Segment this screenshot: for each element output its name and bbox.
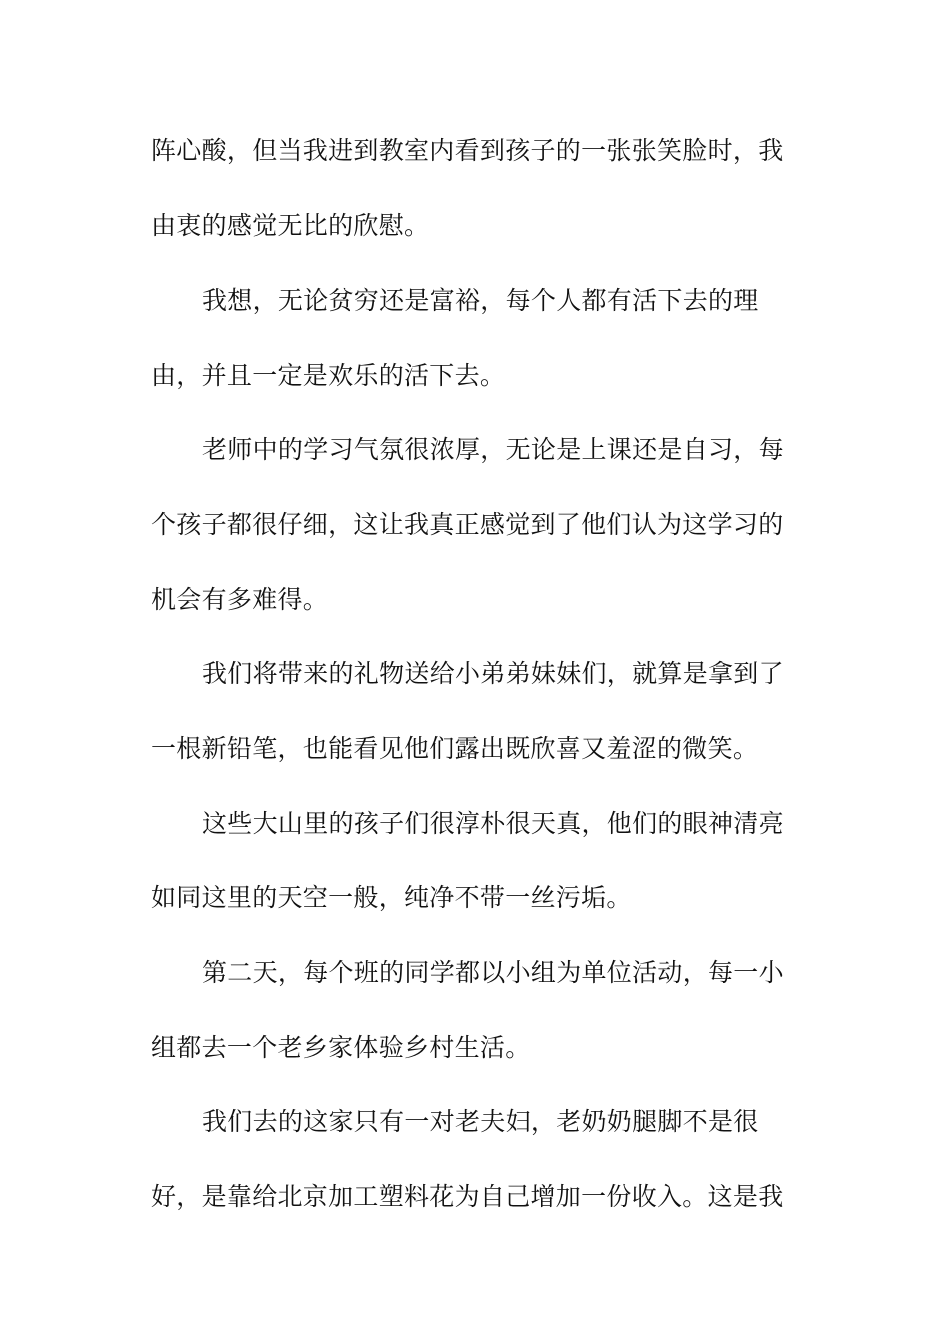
text-line: 组都去一个老乡家体验乡村生活。 — [151, 1033, 531, 1062]
text-line: 由，并且一定是欢乐的活下去。 — [151, 361, 506, 390]
text-line: 好，是靠给北京加工塑料花为自己增加一份收入。这是我 — [151, 1182, 784, 1211]
text-line: 这些大山里的孩子们很淳朴很天真，他们的眼神清亮 — [202, 809, 784, 838]
text-line: 我们将带来的礼物送给小弟弟妹妹们，就算是拿到了 — [202, 659, 784, 688]
text-line: 一根新铅笔，也能看见他们露出既欣喜又羞涩的微笑。 — [151, 734, 759, 763]
text-line: 第二天，每个班的同学都以小组为单位活动，每一小 — [202, 958, 784, 987]
text-line: 老师中的学习气氛很浓厚，无论是上课还是自习，每 — [202, 435, 784, 464]
text-line: 由衷的感觉无比的欣慰。 — [151, 211, 430, 240]
text-line: 阵心酸，但当我进到教室内看到孩子的一张张笑脸时，我 — [151, 136, 784, 165]
text-line: 我想，无论贫穷还是富裕，每个人都有活下去的理 — [202, 286, 759, 315]
text-line: 个孩子都很仔细，这让我真正感觉到了他们认为这学习的 — [151, 510, 784, 539]
text-line: 机会有多难得。 — [151, 585, 329, 614]
text-line: 我们去的这家只有一对老夫妇，老奶奶腿脚不是很 — [202, 1107, 759, 1136]
text-line: 如同这里的天空一般，纯净不带一丝污垢。 — [151, 883, 632, 912]
